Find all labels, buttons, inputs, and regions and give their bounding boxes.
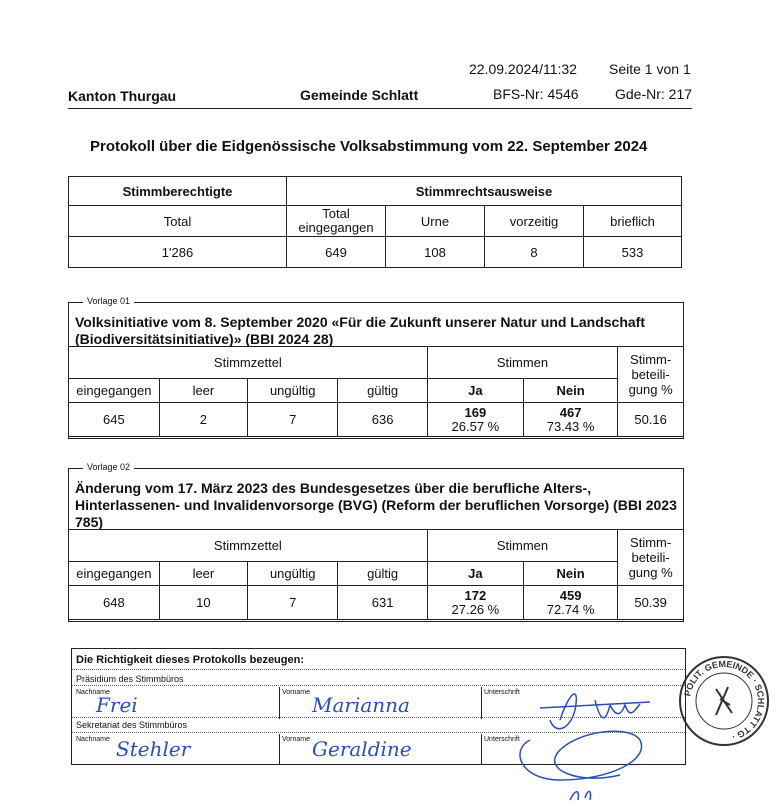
v1-gueltig: 636 <box>338 403 427 437</box>
header-vorzeitig: vorzeitig <box>485 206 584 237</box>
v2-eingegangen: 648 <box>69 586 160 620</box>
header-leer: leer <box>159 379 247 403</box>
value-total: 1'286 <box>69 237 287 268</box>
s-nachname-value: Stehler <box>116 737 191 761</box>
vorlage-01-title: Volksinitiative vom 8. September 2020 «Für die Zukunft unserer Natur und Landschaft (Biodiversitätsinitiative)» (BBI 2024 28) <box>75 314 645 347</box>
header-nein: Nein <box>523 562 617 586</box>
v1-ungueltig: 7 <box>248 403 338 437</box>
header-beteiligung: Stimm-beteili-gung % <box>618 347 684 403</box>
header-stimmzettel: Stimmzettel <box>69 347 428 379</box>
header-nein: Nein <box>523 379 617 403</box>
s-vorname-value: Geraldine <box>312 737 412 761</box>
p-vorname-value: Marianna <box>312 693 410 717</box>
header-gueltig: gültig <box>338 379 427 403</box>
header-eingegangen: eingegangen <box>69 379 160 403</box>
v1-ja-percent: 26.57 % <box>451 418 500 434</box>
v2-beteiligung: 50.39 <box>618 586 684 620</box>
canton-name: Kanton Thurgau <box>68 88 177 104</box>
v1-ja-count: 169 <box>464 404 487 420</box>
header-total-eingegangen: Total eingegangen <box>287 206 386 237</box>
header-total: Total <box>69 206 287 237</box>
header-leer: leer <box>159 562 247 586</box>
p-unterschrift-label: Unterschrift <box>484 689 520 696</box>
municipality-name: Gemeinde Schlatt <box>300 87 419 103</box>
s-unterschrift-label: Unterschrift <box>484 736 520 743</box>
header-ungueltig: ungültig <box>248 562 338 586</box>
v2-gueltig: 631 <box>338 586 427 620</box>
header-stimmen: Stimmen <box>427 347 617 379</box>
handwritten-signatures <box>500 680 700 803</box>
header-stimmrechtsausweise: Stimmrechtsausweise <box>287 177 682 206</box>
header-beteiligung: Stimm-beteili-gung % <box>618 530 684 586</box>
vorlage-02-label: Vorlage 02 <box>83 462 134 472</box>
vorlage-02-box <box>68 462 684 622</box>
p-nachname-value: Frei <box>96 693 138 717</box>
p-vorname-label: Vorname <box>282 689 311 696</box>
value-brieflich: 533 <box>584 237 682 268</box>
vorlage-01-table <box>68 346 684 437</box>
v1-ja <box>427 403 523 437</box>
header-brieflich: brieflich <box>584 206 682 237</box>
gde-number: Gde-Nr: 217 <box>615 86 693 102</box>
v2-leer: 10 <box>159 586 247 620</box>
page-number: Seite 1 von 1 <box>609 61 691 77</box>
header-stimmen: Stimmen <box>427 530 617 562</box>
sekretariat-label: Sekretariat des Stimmbüros <box>76 720 188 730</box>
value-eingegangen: 649 <box>287 237 386 268</box>
voters-table <box>68 176 682 268</box>
praesidium-label: Präsidium des Stimmbüros <box>76 674 184 684</box>
header-stimmberechtigte: Stimmberechtigte <box>69 177 287 206</box>
v2-ungueltig: 7 <box>248 586 338 620</box>
header-urne: Urne <box>386 206 485 237</box>
v1-nein-count: 467 <box>559 404 582 420</box>
v1-nein <box>523 403 617 437</box>
header-rule <box>68 108 692 109</box>
bfs-number: BFS-Nr: 4546 <box>493 86 579 102</box>
v2-nein-percent: 72.74 % <box>546 601 595 617</box>
s-vorname-label: Vorname <box>282 736 311 743</box>
v2-nein-count: 459 <box>559 587 582 603</box>
v1-nein-percent: 73.43 % <box>546 418 595 434</box>
v2-ja <box>427 586 523 620</box>
v1-beteiligung: 50.16 <box>618 403 684 437</box>
print-datetime: 22.09.2024/11:32 <box>469 61 577 77</box>
signature-heading: Die Richtigkeit dieses Protokolls bezeugen: <box>76 654 304 666</box>
value-vorzeitig: 8 <box>485 237 584 268</box>
v2-nein <box>523 586 617 620</box>
p-nachname-label: Nachname <box>76 689 110 696</box>
v1-leer: 2 <box>159 403 247 437</box>
header-ja: Ja <box>427 379 523 403</box>
v2-ja-count: 172 <box>464 587 487 603</box>
v2-ja-percent: 27.26 % <box>451 601 500 617</box>
header-ungueltig: ungültig <box>248 379 338 403</box>
s-nachname-label: Nachname <box>76 736 110 743</box>
vorlage-02-title: Änderung vom 17. März 2023 des Bundesgesetzes über die berufliche Alters-, Hinterlassenen- und Invalidenvorsorge (BVG) (Reform der beruflichen Vorsorge) (BBI 2023 785) <box>75 480 677 530</box>
vorlage-01-label: Vorlage 01 <box>83 296 134 306</box>
v1-eingegangen: 645 <box>69 403 160 437</box>
vorlage-02-table <box>68 529 684 620</box>
header-stimmzettel: Stimmzettel <box>69 530 428 562</box>
header-eingegangen: eingegangen <box>69 562 160 586</box>
value-urne: 108 <box>386 237 485 268</box>
vorlage-01-box <box>68 296 684 439</box>
page-title: Protokoll über die Eidgenössische Volksabstimmung vom 22. September 2024 <box>90 138 648 155</box>
header-gueltig: gültig <box>338 562 427 586</box>
header-ja: Ja <box>427 562 523 586</box>
municipal-stamp <box>676 653 772 749</box>
svg-text:POLIT. GEMEINDE · SCHLATT TG ·: POLIT. GEMEINDE · SCHLATT TG · <box>682 658 767 743</box>
